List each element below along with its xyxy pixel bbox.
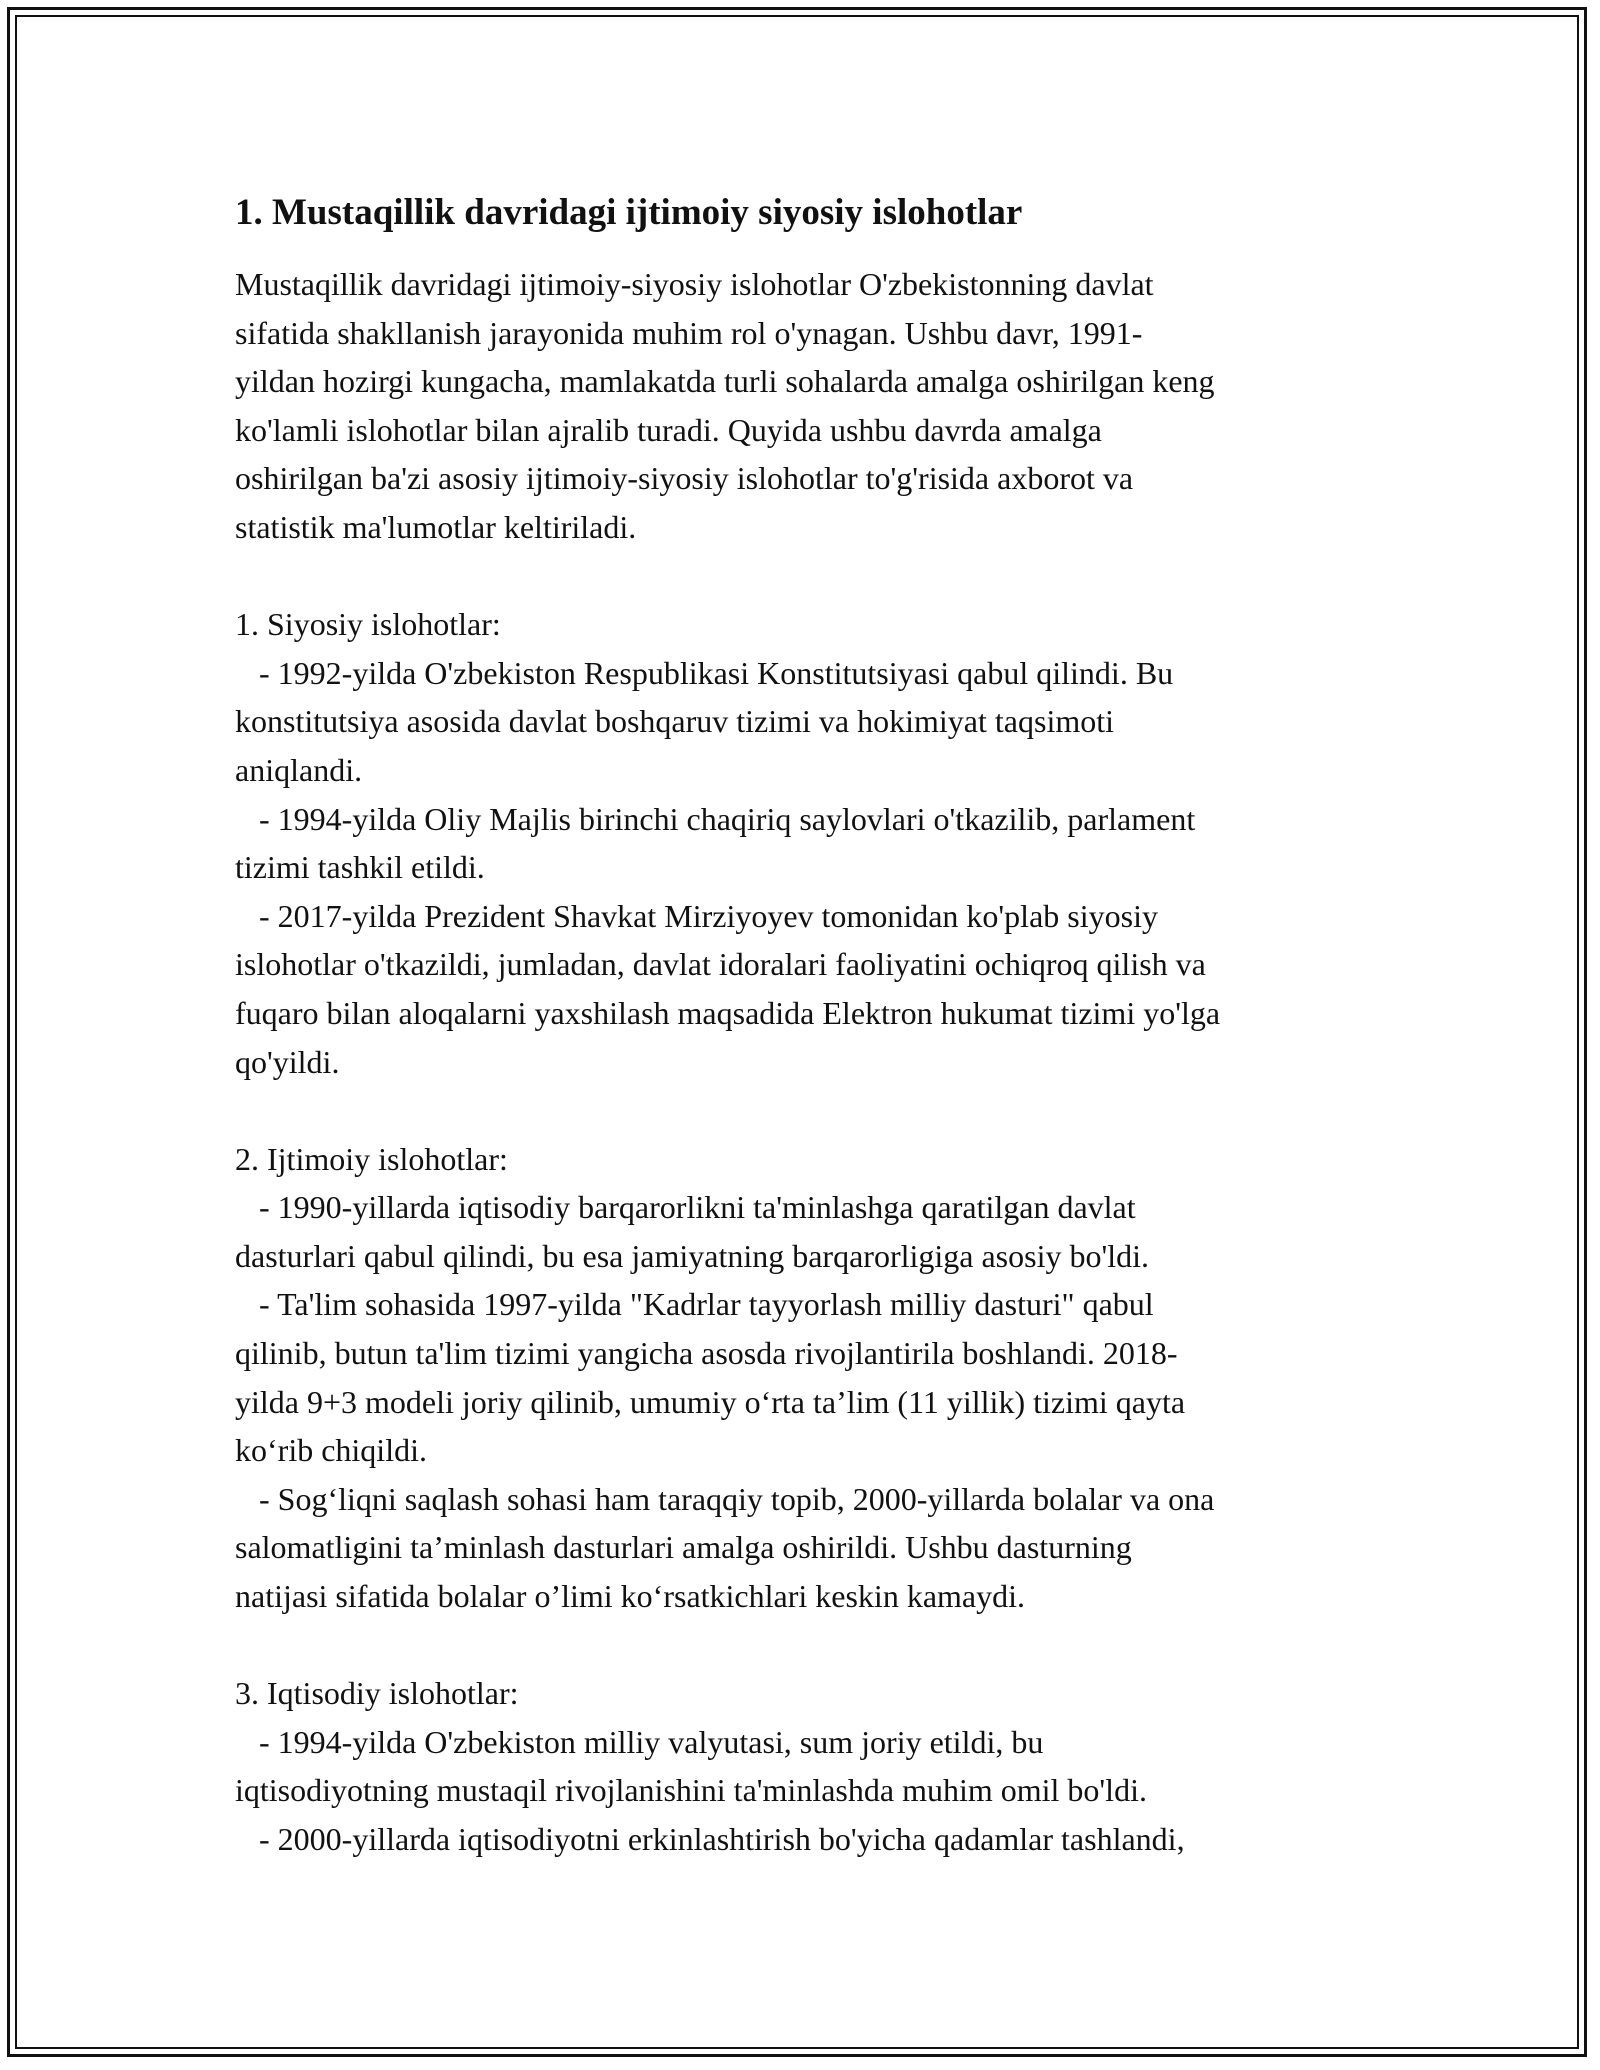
text-line: sifatida shakllanish jarayonida muhim rol o'ynagan. Ushbu davr, 1991- [235, 314, 1143, 351]
text-line: - 2017-yilda Prezident Shavkat Mirziyoyev tomonidan ko'plab siyosiy [235, 897, 1158, 934]
text-line: natijasi sifatida bolalar o’limi ko‘rsatkichlari keskin kamaydi. [235, 1578, 1025, 1615]
document-title: 1. Mustaqillik davridagi ijtimoiy siyosiy islohotlar [235, 192, 1023, 233]
text-line: - Ta'lim sohasida 1997-yilda "Kadrlar tayyorlash milliy dasturi" qabul [235, 1286, 1154, 1323]
text-line: oshirilgan ba'zi asosiy ijtimoiy-siyosiy islohotlar to'g'risida axborot va [235, 460, 1134, 497]
text-line: - 2000-yillarda iqtisodiyotni erkinlashtirish bo'yicha qadamlar tashlandi, [235, 1821, 1185, 1857]
text-line: yildan hozirgi kungacha, mamlakatda turli sohalarda amalga oshirilgan keng [235, 363, 1215, 400]
text-line: fuqaro bilan aloqalarni yaxshilash maqsadida Elektron hukumat tizimi yo'lga [235, 994, 1221, 1031]
text-line: dasturlari qabul qilindi, bu esa jamiyatning barqarorligiga asosiy bo'ldi. [235, 1237, 1150, 1274]
text-line: ko‘rib chiqildi. [235, 1432, 427, 1469]
text-line: qo'yildi. [235, 1043, 340, 1080]
text-line: konstitutsiya asosida davlat boshqaruv tizimi va hokimiyat taqsimoti [235, 703, 1114, 740]
text-line [235, 1621, 1370, 1670]
text-line: tizimi tashkil etildi. [235, 849, 485, 886]
text-line: - 1994-yilda O'zbekiston milliy valyutasi, sum joriy etildi, bu [235, 1723, 1044, 1760]
text-line: islohotlar o'tkazildi, jumladan, davlat idoralari faoliyatini ochiqroq qilish va [235, 946, 1206, 983]
text-line [235, 1086, 1370, 1135]
text-line: - 1994-yilda Oliy Majlis birinchi chaqiriq saylovlari o'tkazilib, parlament [235, 800, 1196, 837]
document-text [235, 260, 1370, 1864]
text-line: iqtisodiyotning mustaqil rivojlanishini ta'minlashda muhim omil bo'ldi. [235, 1772, 1147, 1809]
text-line: 3. Iqtisodiy islohotlar: [235, 1675, 519, 1712]
text-line: 2. Ijtimoiy islohotlar: [235, 1140, 508, 1177]
text-line: salomatligini ta’minlash dasturlari amalga oshirildi. Ushbu dasturning [235, 1529, 1132, 1566]
document-body [235, 188, 1370, 1864]
text-line: 1. Siyosiy islohotlar: [235, 606, 501, 643]
text-line: - 1992-yilda O'zbekiston Respublikasi Konstitutsiyasi qabul qilindi. Bu [235, 654, 1174, 691]
text-line: ko'lamli islohotlar bilan ajralib turadi. Quyida ushbu davrda amalga [235, 411, 1102, 448]
text-line: - Sog‘liqni saqlash sohasi ham taraqqiy topib, 2000-yillarda bolalar va ona [235, 1480, 1215, 1517]
text-line: statistik ma'lumotlar keltiriladi. [235, 508, 637, 545]
text-line: - 1990-yillarda iqtisodiy barqarorlikni ta'minlashga qaratilgan davlat [235, 1189, 1136, 1226]
text-line: yilda 9+3 modeli joriy qilinib, umumiy o‘rta ta’lim (11 yillik) tizimi qayta [235, 1383, 1186, 1420]
text-line: Mustaqillik davridagi ijtimoiy-siyosiy islohotlar O'zbekistonning davlat [235, 266, 1154, 302]
text-line [235, 552, 1370, 601]
text-line: qilinib, butun ta'lim tizimi yangicha asosda rivojlantirila boshlandi. 2018- [235, 1335, 1178, 1372]
text-line: aniqlandi. [235, 751, 363, 788]
